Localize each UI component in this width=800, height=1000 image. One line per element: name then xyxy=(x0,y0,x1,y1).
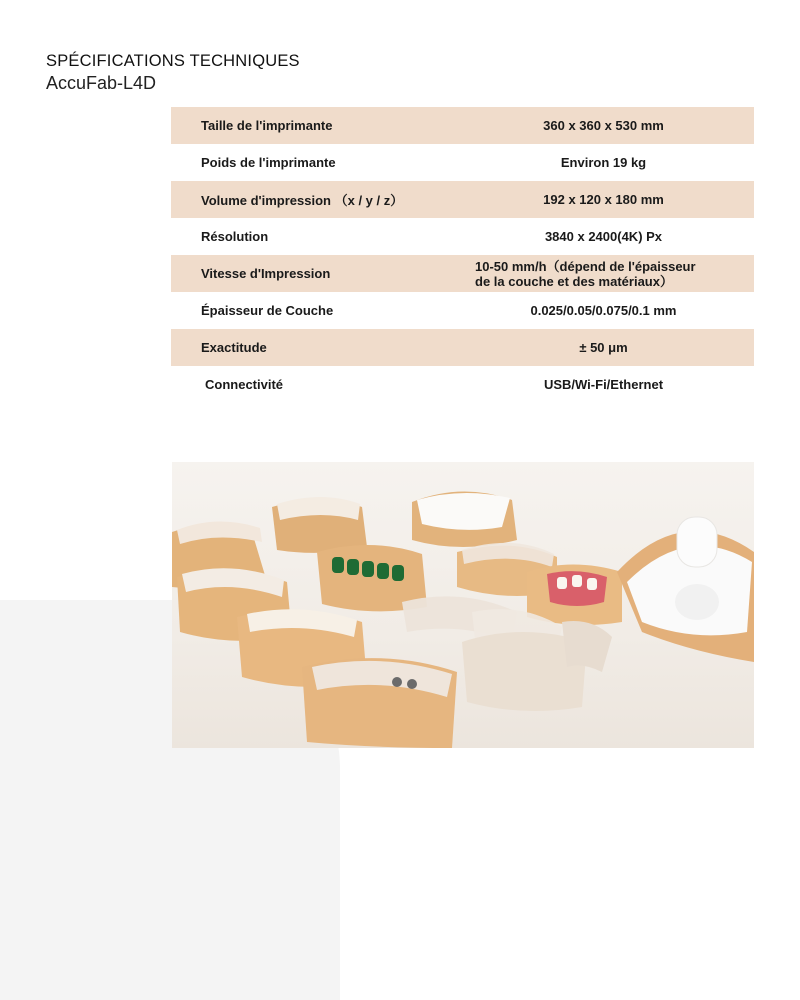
page-header xyxy=(46,51,300,94)
spec-row-accuracy xyxy=(171,329,754,366)
spec-label: Résolution xyxy=(201,229,269,244)
spec-row-printer-weight xyxy=(171,144,754,181)
spec-label: Taille de l'imprimante xyxy=(201,118,333,133)
spec-value: 3840 x 2400(4K) Px xyxy=(544,229,663,244)
spec-row-build-volume xyxy=(171,181,754,218)
spec-value: ± 50 μm xyxy=(579,340,628,355)
dental-model-back-center xyxy=(272,497,367,553)
pink-gum-model xyxy=(527,565,622,626)
spec-label: Poids de l'imprimante xyxy=(201,155,336,170)
spec-row-resolution xyxy=(171,218,754,255)
dental-models-photo xyxy=(172,462,754,748)
spec-value: 0.025/0.05/0.075/0.1 mm xyxy=(530,303,677,318)
spec-value-line-1: 10-50 mm/h（dépend de l'épaisseur xyxy=(475,258,696,274)
spec-value: 192 x 120 x 180 mm xyxy=(543,192,664,207)
white-impression-tray xyxy=(617,517,754,662)
spec-row-printer-size xyxy=(171,107,754,144)
spec-label: Épaisseur de Couche xyxy=(201,303,334,318)
page-title: SPÉCIFICATIONS TECHNIQUES xyxy=(46,52,300,70)
spec-row-layer-thickness xyxy=(171,292,754,329)
implant-model-front xyxy=(302,658,457,748)
spec-label: Vitesse d'Impression xyxy=(201,266,331,281)
spec-table xyxy=(171,107,754,403)
spec-value xyxy=(453,259,754,289)
spec-label: Connectivité xyxy=(205,377,284,392)
spec-row-print-speed xyxy=(171,255,754,292)
spec-value: USB/Wi-Fi/Ethernet xyxy=(543,377,664,392)
spec-row-connectivity xyxy=(171,366,754,403)
product-name: AccuFab-L4D xyxy=(46,73,157,93)
spec-label: Volume d'impression （x / y / z） xyxy=(201,193,404,208)
spec-value: 360 x 360 x 530 mm xyxy=(543,118,664,133)
white-resin-model xyxy=(412,491,517,547)
spec-label: Exactitude xyxy=(201,340,267,355)
spec-value: Environ 19 kg xyxy=(560,155,647,170)
spec-value-line-2: de la couche et des matériaux） xyxy=(475,273,673,289)
